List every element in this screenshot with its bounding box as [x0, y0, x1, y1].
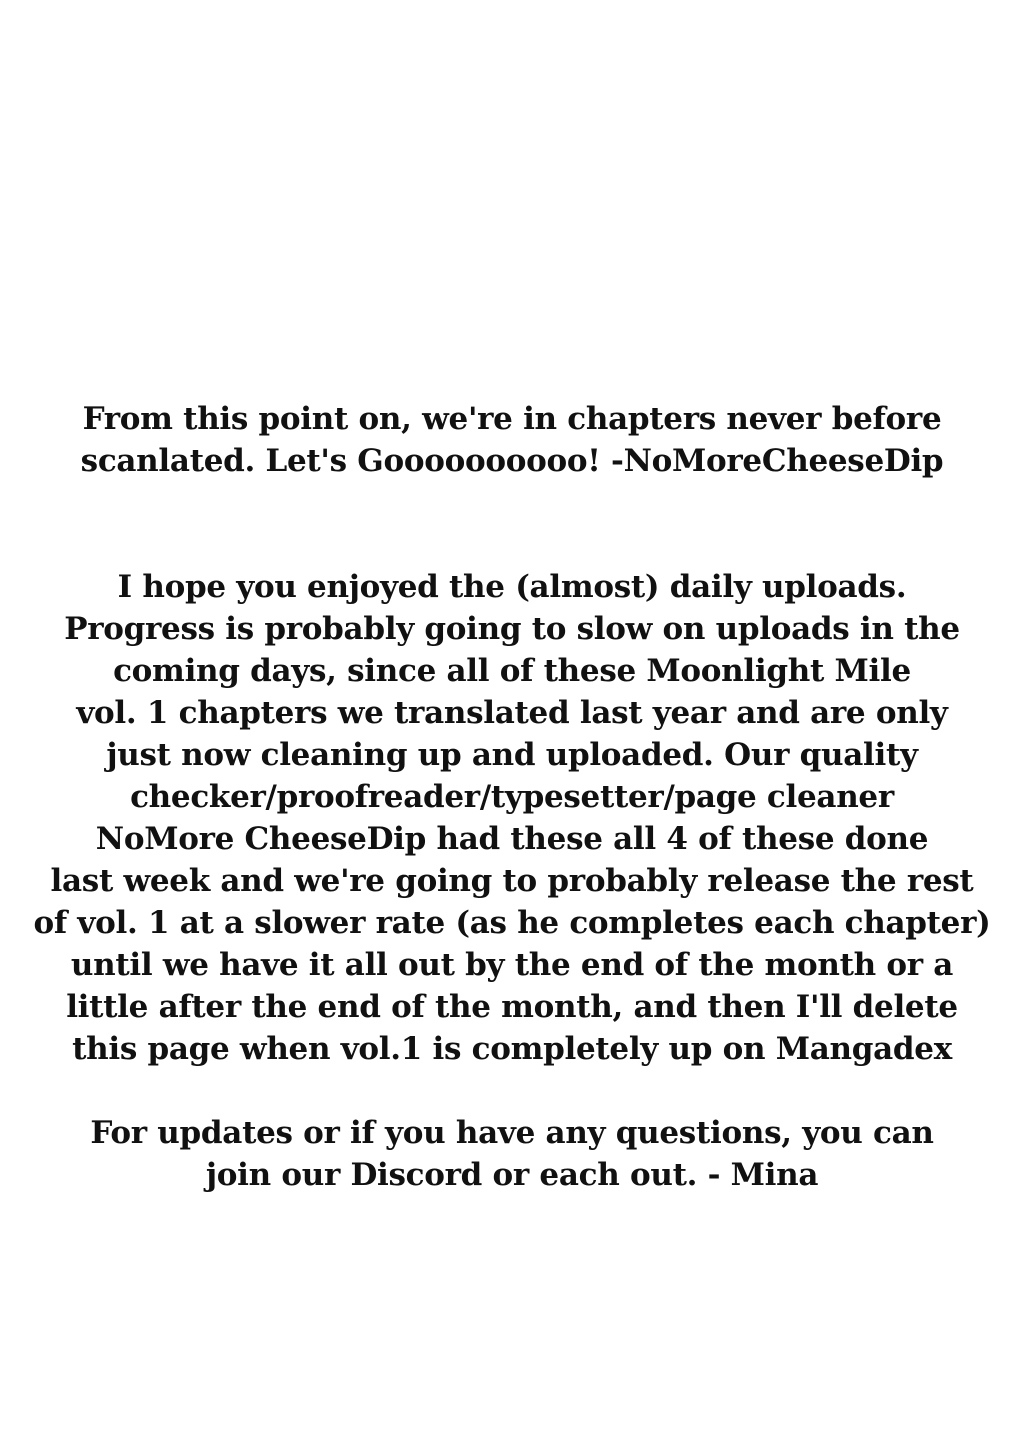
closing-line: join our Discord or each out. - Mina	[205, 1157, 819, 1193]
message-line: little after the end of the month, and then I'll delete	[66, 989, 958, 1025]
message-line: until we have it all out by the end of the month or a	[70, 947, 954, 983]
message-line: last week and we're going to probably release the rest	[50, 863, 974, 899]
message-line: Progress is probably going to slow on uploads in the	[64, 611, 960, 647]
message-line: NoMore CheeseDip had these all 4 of these done	[95, 821, 929, 857]
message-line: this page when vol.1 is completely up on Mangadex	[72, 1031, 952, 1067]
closing-paragraph	[10, 1112, 1014, 1196]
message-line: vol. 1 chapters we translated last year and are only	[76, 695, 948, 731]
closing-line: For updates or if you have any questions, you can	[90, 1115, 934, 1151]
intro-paragraph	[10, 398, 1014, 482]
message-line: just now cleaning up and uploaded. Our quality	[106, 737, 918, 773]
message-line: of vol. 1 at a slower rate (as he completes each chapter)	[33, 905, 991, 941]
message-paragraph	[10, 566, 1014, 1070]
message-line: I hope you enjoyed the (almost) daily uploads.	[117, 569, 907, 605]
message-line: checker/proofreader/typesetter/page cleaner	[130, 779, 894, 815]
intro-line: From this point on, we're in chapters never before	[82, 401, 942, 437]
intro-line: scanlated. Let's Goooooooooo! -NoMoreCheeseDip	[80, 443, 944, 479]
message-line: coming days, since all of these Moonlight Mile	[113, 653, 911, 689]
